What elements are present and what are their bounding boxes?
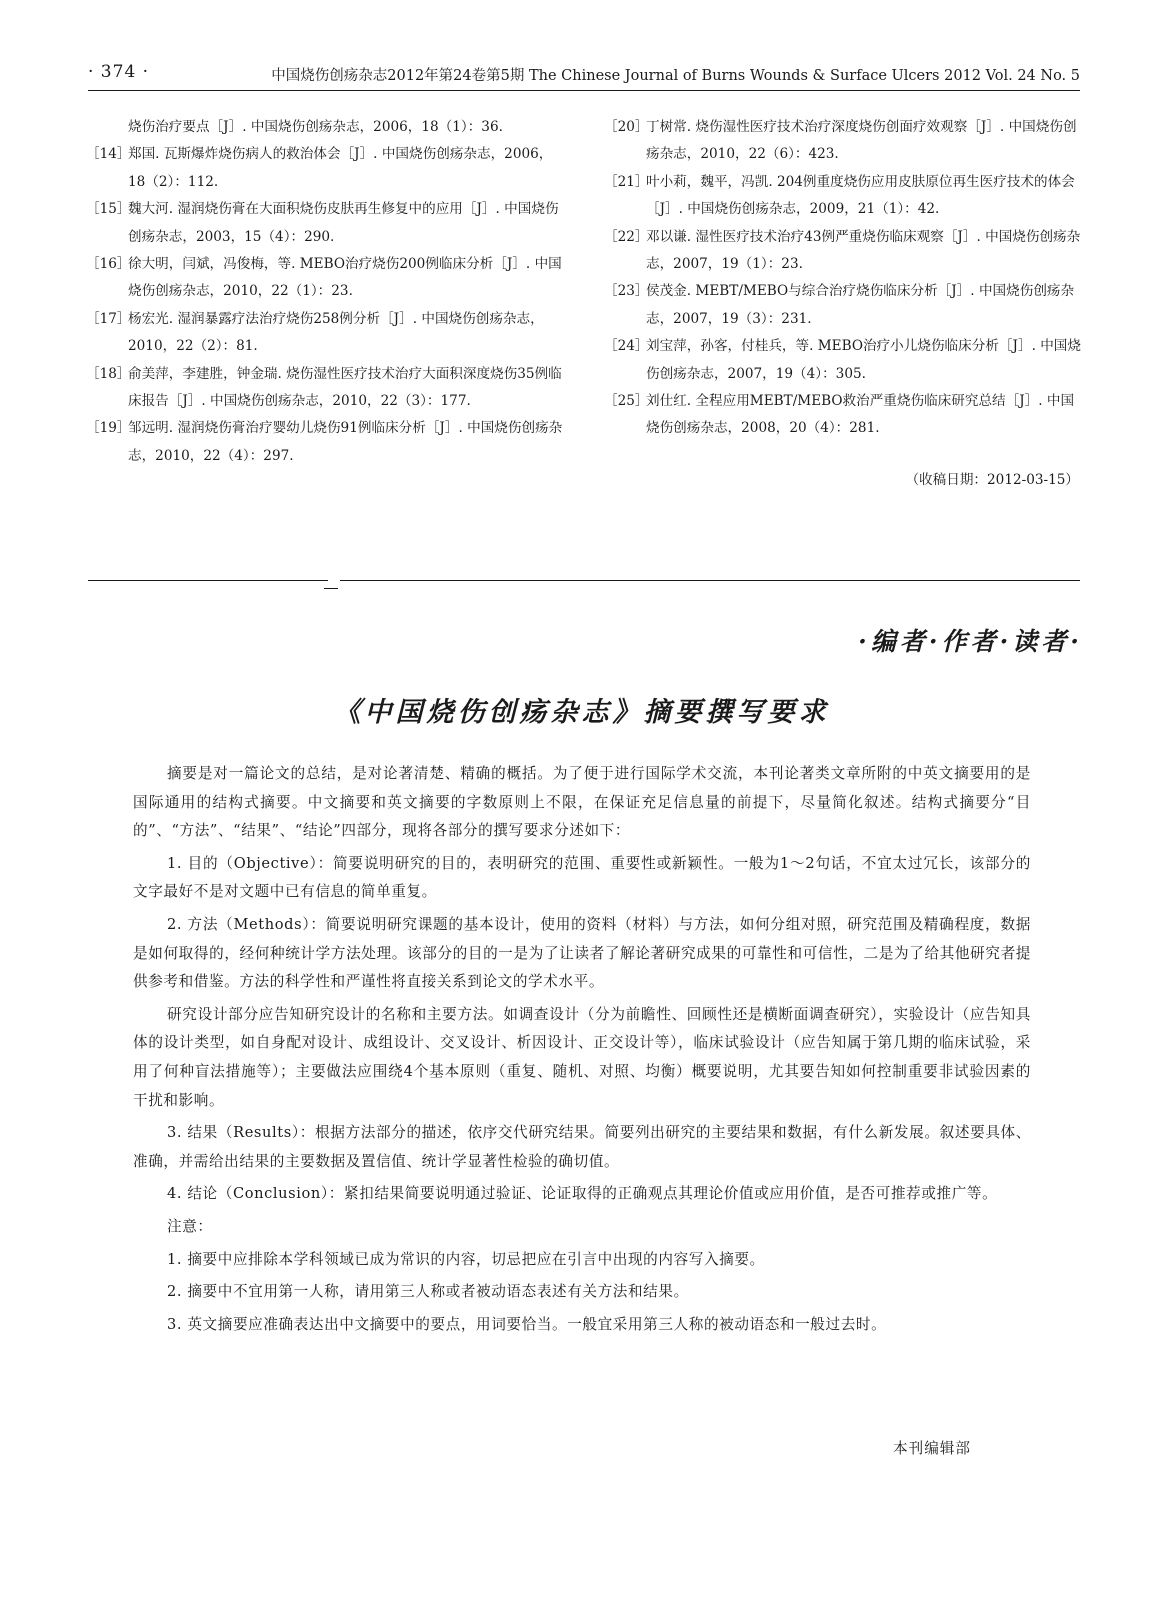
note-item: 1. 摘要中应排除本学科领域已成为常识的内容，切忌把应在引言中出现的内容写入摘要。	[167, 1250, 765, 1268]
reference-item: ［25］ 刘仕红. 全程应用MEBT/MEBO救治严重烧伤临床研究总结［J］. 中国烧伤创疡杂志，2008，20（4）：281.	[604, 393, 1075, 437]
paragraph: 摘要是对一篇论文的总结，是对论著清楚、精确的概括。为了便于进行国际学术交流，本刊论著类文章所附的中英文摘要用的是国际通用的结构式摘要。中文摘要和英文摘要的字数原则上不限，在保证充足信息量的前提下，尽量简化叙述。结构式摘要分“目的”、“方法”、“结果”、“结论”四部分，现将各部分的撰写要求分述如下：	[133, 765, 1031, 840]
reference-item: ［19］ 邹远明. 湿润烧伤膏治疗婴幼儿烧伤91例临床分析［J］. 中国烧伤创疡杂志，2010，22（4）：297.	[86, 420, 563, 464]
page-number: · 374 ·	[88, 62, 150, 82]
received-date: （收稿日期：2012-03-15）	[905, 472, 1079, 488]
column-label: ·编者·作者·读者·	[858, 627, 1083, 656]
article-title: 《中国烧伤创疡杂志》摘要撰写要求	[333, 697, 830, 728]
page-header	[88, 62, 1080, 88]
references-left-column	[86, 114, 568, 470]
reference-item: ［15］ 魏大河. 湿润烧伤膏在大面积烧伤皮肤再生修复中的应用［J］. 中国烧伤创疡杂志，2003，15（4）：290.	[86, 201, 559, 245]
section-divider-mark	[324, 588, 338, 589]
reference-item: ［22］ 邓以谦. 湿性医疗技术治疗43例严重烧伤临床观察［J］. 中国烧伤创疡杂志，2007，19（1）：23.	[604, 228, 1081, 273]
reference-item: ［21］ 叶小莉，魏平，冯凯. 204例重度烧伤应用皮肤原位再生医疗技术的体会［J］. 中国烧伤创疡杂志，2009，21（1）：42.	[604, 173, 1075, 218]
reference-item: ［24］ 刘宝萍，孙客，付桂兵，等. MEBO治疗小儿烧伤临床分析［J］. 中国烧伤创疡杂志，2007，19（4）：305.	[604, 338, 1081, 382]
reference-item: ［16］ 徐大明，闫斌，冯俊梅，等. MEBO治疗烧伤200例临床分析［J］. 中国烧伤创疡杂志，2010，22（1）：23.	[86, 256, 562, 300]
references-right-column	[604, 114, 1086, 443]
section-divider	[340, 580, 1080, 581]
reference-item: ［14］ 郑国. 瓦斯爆炸烧伤病人的救治体会［J］. 中国烧伤创疡杂志，2006，18（2）：112.	[86, 146, 553, 190]
article-body	[133, 760, 1031, 1343]
signature: 本刊编辑部	[893, 1440, 971, 1457]
paragraph: 研究设计部分应告知研究设计的名称和主要方法。如调查设计（分为前瞻性、回顾性还是横断面调查研究），实验设计（应告知具体的设计类型，如自身配对设计、成组设计、交叉设计、析因设计、正交设计等），临床试验设计（应告知属于第几期的临床试验，采用了何种盲法措施等）；主要做法应围绕4个基本原则（重复、随机、对照、均衡）概要说明，尤其要告知如何控制重要非试验因素的干扰和影响。	[133, 1005, 1031, 1109]
reference-item: ［17］ 杨宏光. 湿润暴露疗法治疗烧伤258例分析［J］. 中国烧伤创疡杂志，2010，22（2）：81.	[86, 310, 544, 355]
paragraph: 1. 目的（Objective）：简要说明研究的目的，表明研究的范围、重要性或新颖性。一般为1～2句话，不宜太过冗长，该部分的文字最好不是对文题中已有信息的简单重复。	[133, 854, 1031, 901]
section-divider	[88, 580, 328, 581]
running-head: 中国烧伤创疡杂志2012年第24卷第5期 The Chinese Journal of Burns Wounds & Surface Ulcers 2012 Vol. 24 No. 5	[271, 68, 1080, 84]
paragraph: 3. 结果（Results）：根据方法部分的描述，依序交代研究结果。简要列出研究的主要结果和数据，有什么新发展。叙述要具体、准确，并需给出结果的主要数据及置信值、统计学显著性检验的确切值。	[133, 1124, 1031, 1170]
reference-item: ［23］ 侯茂金. MEBT/MEBO与综合治疗烧伤临床分析［J］. 中国烧伤创疡杂志，2007，19（3）：231.	[604, 283, 1075, 327]
header-rule	[88, 90, 1080, 91]
note-item: 3. 英文摘要应准确表达出中文摘要中的要点，用词要恰当。一般宜采用第三人称的被动语态和一般过去时。	[167, 1315, 887, 1333]
note-label: 注意：	[167, 1217, 213, 1235]
reference-item: ［18］ 俞美萍，李建胜，钟金瑞. 烧伤湿性医疗技术治疗大面积深度烧伤35例临床报告［J］. 中国烧伤创疡杂志，2010，22（3）：177.	[86, 365, 562, 410]
paragraph: 4. 结论（Conclusion）：紧扣结果简要说明通过验证、论证取得的正确观点其理论价值或应用价值，是否可推荐或推广等。	[167, 1185, 998, 1203]
note-item: 2. 摘要中不宜用第一人称，请用第三人称或者被动语态表述有关方法和结果。	[167, 1283, 689, 1301]
reference-item: ［20］ 丁树常. 烧伤湿性医疗技术治疗深度烧伤创面疗效观察［J］. 中国烧伤创疡杂志，2010，22（6）：423.	[604, 119, 1077, 163]
reference-item: 烧伤治疗要点［J］. 中国烧伤创疡杂志，2006，18（1）：36.	[128, 119, 503, 135]
paragraph: 2. 方法（Methods）：简要说明研究课题的基本设计，使用的资料（材料）与方法，如何分组对照，研究范围及精确程度，数据是如何取得的，经何种统计学方法处理。该部分的目的一是为了让读者了解论著研究成果的可靠性和可信性，二是为了给其他研究者提供参考和借鉴。方法的科学性和严谨性将直接关系到论文的学术水平。	[133, 915, 1031, 991]
